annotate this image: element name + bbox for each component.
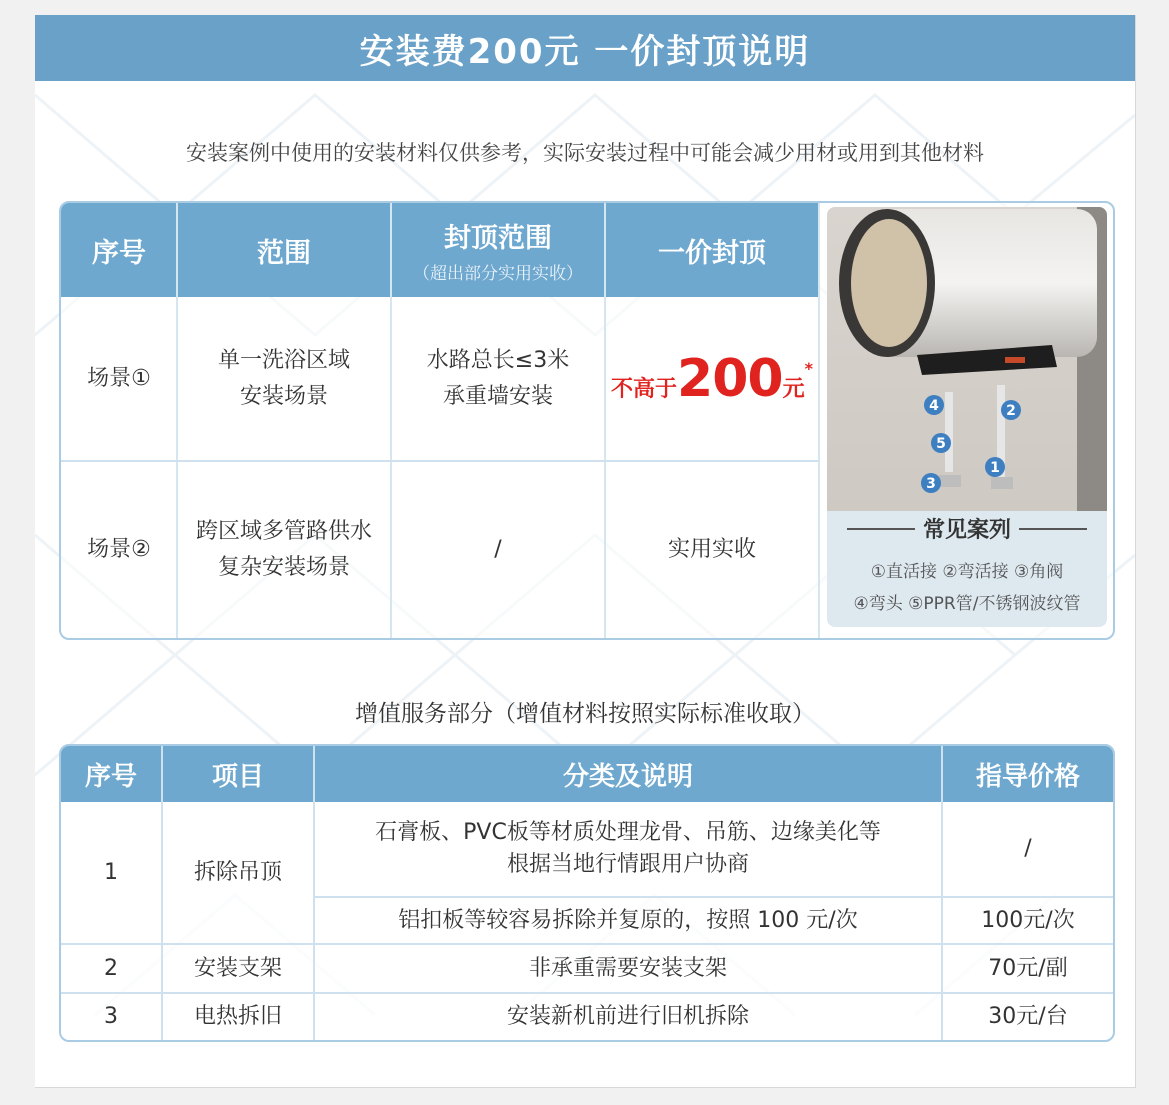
install-cap-table <box>59 201 1115 640</box>
price-footnote-mark: * <box>804 358 813 378</box>
price-amount: 200 <box>677 348 783 409</box>
t2-row2-index <box>61 945 161 992</box>
row2-index <box>61 462 177 638</box>
row1-index-text: 场景① <box>87 365 151 391</box>
t2-row1-index-text: 1 <box>104 859 118 885</box>
marker-5: 5 <box>936 436 946 452</box>
header-index <box>61 203 177 297</box>
t2-header-desc <box>315 746 941 802</box>
legend-line-2: ④弯头 ⑤PPR管/不锈钢波纹管 <box>853 594 1081 614</box>
marker-2: 2 <box>1006 403 1016 419</box>
t2-row3-item-text: 电热拆旧 <box>193 1004 282 1029</box>
t2-header-price-label: 指导价格 <box>975 761 1080 792</box>
value-added-section-title: 增值服务部分（增值材料按照实际标准收取） <box>355 701 815 727</box>
t2-row1-price-b-text: 100元/次 <box>981 907 1075 933</box>
t2-header-price <box>943 746 1113 802</box>
t2-header-index <box>61 746 161 802</box>
t2-row3-index <box>61 994 161 1040</box>
t2-row1-desc-b-text: 铝扣板等较容易拆除并复原的，按照 100 元/次 <box>398 907 858 933</box>
t2-row2-item <box>163 945 313 992</box>
water-heater-illustration <box>827 207 1107 511</box>
t2-row2-item-text: 安装支架 <box>193 955 282 981</box>
row1-scope-line2: 安装场景 <box>239 383 328 409</box>
t2-row2-price-text: 70元/副 <box>988 955 1068 981</box>
row1-cap-line2: 承重墙安装 <box>442 383 553 409</box>
value-added-table <box>59 744 1115 1042</box>
t2-row2-desc <box>315 945 941 992</box>
t2-row2-desc-text: 非承重需要安装支架 <box>528 955 727 981</box>
t2-row3-desc <box>315 994 941 1040</box>
row1-price <box>605 297 819 460</box>
t2-row1-desc-a-line1: 石膏板、PVC板等材质处理龙骨、吊筋、边缘美化等 <box>375 820 881 845</box>
t2-row1-price-b <box>943 898 1113 943</box>
row1-scope-line1: 单一洗浴区域 <box>217 347 350 373</box>
t2-header-item <box>163 746 313 802</box>
t2-row1-index <box>61 802 161 943</box>
t2-row1-price-a-text: / <box>1024 836 1032 861</box>
t2-header-item-label: 项目 <box>211 761 264 792</box>
row1-cap <box>391 297 605 460</box>
row2-index-text: 场景② <box>87 537 151 562</box>
t2-row3-price-text: 30元/台 <box>988 1004 1068 1029</box>
header-price-label: 一价封顶 <box>658 237 766 269</box>
row2-scope-line2: 复杂安装场景 <box>217 555 350 580</box>
row2-price-text: 实用实收 <box>667 537 756 562</box>
legend-title-text: 常见案列 <box>922 518 1011 543</box>
header-cap-scope-label: 封顶范围 <box>444 223 552 254</box>
marker-1: 1 <box>990 460 1000 476</box>
header-scope-label: 范围 <box>257 237 311 269</box>
header-index-label: 序号 <box>92 237 146 269</box>
t2-row3-price <box>943 994 1113 1040</box>
header-cap-scope-note: （超出部分实用实收） <box>413 264 583 284</box>
t2-row3-item <box>163 994 313 1040</box>
row1-cap-line1: 水路总长≤3米 <box>426 347 570 373</box>
header-price <box>605 203 819 297</box>
page-title: 安装费200元 一价封顶说明 <box>359 31 811 72</box>
row2-scope-line1: 跨区域多管路供水 <box>195 519 372 544</box>
row2-cap-text: / <box>494 537 502 562</box>
price-prefix: 不高于 <box>611 376 678 402</box>
row1-index <box>61 297 177 460</box>
price-unit: 元 <box>782 376 805 402</box>
marker-4: 4 <box>929 398 939 414</box>
t2-row1-desc-a-line2: 根据当地行情跟用户协商 <box>506 852 749 877</box>
marker-3: 3 <box>926 476 936 492</box>
header-cap-scope <box>391 203 605 297</box>
t2-row1-item-text: 拆除吊顶 <box>193 859 282 885</box>
title-banner <box>35 15 1135 81</box>
row1-scope <box>177 297 391 460</box>
t2-row2-index-text: 2 <box>104 955 118 981</box>
t2-row1-desc-a <box>315 802 941 896</box>
price-cap <box>611 349 813 409</box>
row2-scope <box>177 462 391 638</box>
t2-row3-desc-text: 安装新机前进行旧机拆除 <box>506 1004 749 1029</box>
header-scope <box>177 203 391 297</box>
t2-row1-item <box>163 802 313 943</box>
legend-title <box>827 513 1107 544</box>
water-heater-case-photo <box>827 207 1107 627</box>
legend-line-1: ①直活接 ②弯活接 ③角阀 <box>870 562 1064 582</box>
t2-header-index-label: 序号 <box>84 761 137 792</box>
t2-row2-price <box>943 945 1113 992</box>
row2-price <box>605 462 819 638</box>
row2-cap <box>391 462 605 638</box>
t2-row1-price-a <box>943 802 1113 896</box>
t2-header-desc-label: 分类及说明 <box>562 761 693 792</box>
t2-row3-index-text: 3 <box>104 1004 118 1029</box>
page <box>35 15 1136 1088</box>
t2-row1-desc-b <box>315 898 941 943</box>
material-note: 安装案例中使用的安装材料仅供参考，实际安装过程中可能会减少用材或用到其他材料 <box>186 141 984 165</box>
